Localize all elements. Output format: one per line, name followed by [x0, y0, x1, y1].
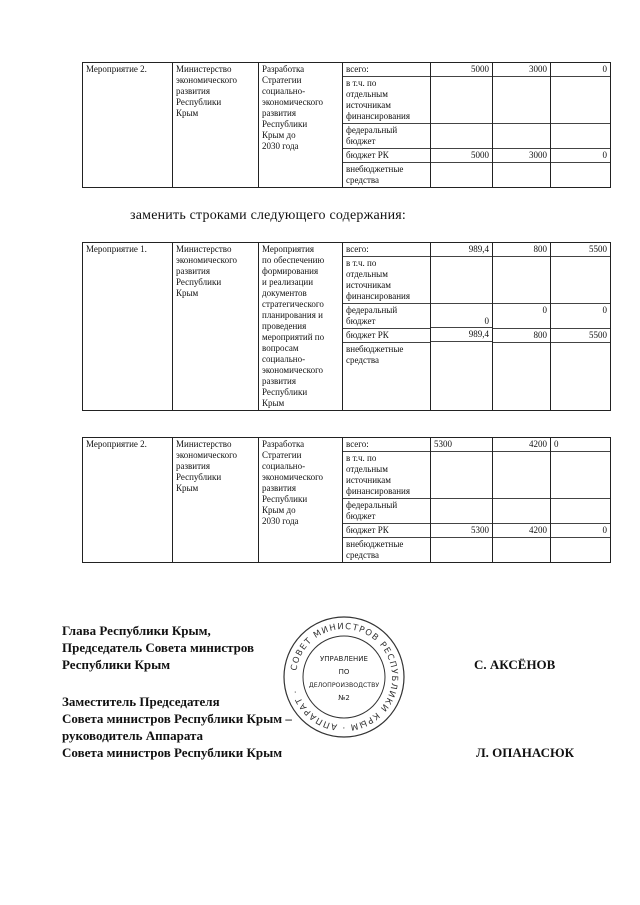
- description-line: Республики: [262, 494, 308, 504]
- executor-line: Республики: [176, 472, 222, 482]
- source-incl: [343, 77, 430, 124]
- description-line: и реализации: [262, 277, 314, 287]
- executor-line: развития: [176, 461, 211, 471]
- source-line: в т.ч. по: [346, 258, 377, 268]
- source-line: в т.ч. по: [346, 453, 377, 463]
- stamp-line: №2: [338, 694, 350, 702]
- value-rk: 3000: [493, 149, 550, 163]
- value-rk: 4200: [493, 524, 550, 538]
- table-row: [83, 243, 611, 411]
- value-total: 3000: [493, 63, 550, 77]
- executor-line: развития: [176, 86, 211, 96]
- description-line: Крым до: [262, 130, 296, 140]
- source-line: бюджет РК: [346, 525, 389, 535]
- value-col-3: [551, 63, 611, 188]
- source-extra: [343, 538, 430, 562]
- description-line: развития: [262, 483, 297, 493]
- value-federal: [431, 124, 492, 149]
- source-line: отдельным: [346, 464, 388, 474]
- value-blank: [551, 257, 610, 304]
- description-line: планирования и: [262, 310, 323, 320]
- source-line: федеральный: [346, 305, 398, 315]
- event-cell: [83, 438, 173, 563]
- value-blank: [493, 452, 550, 499]
- source-total: [343, 63, 430, 77]
- executor-line: экономического: [176, 450, 238, 460]
- description-line: Крым: [262, 398, 285, 408]
- description-line: мероприятий по: [262, 332, 325, 342]
- description-line: 2030 года: [262, 141, 299, 151]
- value-total: 989,4: [431, 243, 492, 257]
- source-line: бюджет РК: [346, 330, 389, 340]
- funding-table-replacement: [82, 242, 611, 411]
- value-federal: 0: [493, 304, 550, 329]
- source-line: источникам: [346, 475, 391, 485]
- source-line: внебюджетные: [346, 164, 404, 174]
- value-col-1: [431, 243, 493, 411]
- value-blank: [431, 342, 492, 366]
- source-line: бюджет РК: [346, 150, 389, 160]
- executor-line: экономического: [176, 75, 238, 85]
- sources-cell: [343, 438, 431, 563]
- description-line: экономического: [262, 365, 324, 375]
- value-federal: 0: [431, 304, 492, 328]
- description-line: 2030 года: [262, 516, 299, 526]
- value-total: 4200: [493, 438, 550, 452]
- description-line: развития: [262, 108, 297, 118]
- value-blank: [493, 257, 550, 304]
- value-total: 5000: [431, 63, 492, 77]
- description-line: Разработка: [262, 439, 305, 449]
- executor-line: Крым: [176, 288, 199, 298]
- deputy-name: Л. ОПАНАСЮК: [476, 745, 575, 760]
- value-rk: 0: [551, 149, 610, 163]
- signature-line: Республики Крым: [62, 657, 171, 672]
- source-line: отдельным: [346, 89, 388, 99]
- signature-line: Заместитель Председателя: [62, 694, 220, 709]
- value-blank: [431, 452, 492, 499]
- source-federal: [343, 304, 430, 329]
- source-line: всего:: [346, 64, 369, 74]
- value-total: 800: [493, 243, 550, 257]
- source-extra: [343, 163, 430, 187]
- description-line: развития: [262, 376, 297, 386]
- description-line: экономического: [262, 97, 324, 107]
- executor-cell: [173, 63, 259, 188]
- value-col-2: [493, 438, 551, 563]
- value-rk: 5300: [431, 524, 492, 538]
- value-federal: [493, 499, 550, 524]
- executor-line: Министерство: [176, 439, 232, 449]
- description-line: Мероприятия: [262, 244, 315, 254]
- event-label: Мероприятие 2.: [86, 439, 147, 449]
- head-signature-block: [62, 622, 254, 673]
- source-line: средства: [346, 550, 380, 560]
- executor-cell: [173, 243, 259, 411]
- description-line: по обеспечению: [262, 255, 325, 265]
- description-line: проведения: [262, 321, 307, 331]
- signature-line: Совета министров Республики Крым: [62, 745, 283, 760]
- signature-line: руководитель Аппарата: [62, 728, 204, 743]
- stamp-line: УПРАВЛЕНИЕ: [320, 655, 368, 663]
- source-line: всего:: [346, 244, 369, 254]
- value-total: 0: [551, 438, 610, 452]
- source-line: финансирования: [346, 111, 410, 121]
- source-line: федеральный: [346, 500, 398, 510]
- description-line: стратегического: [262, 299, 324, 309]
- source-line: источникам: [346, 100, 391, 110]
- source-rk: [343, 524, 430, 538]
- executor-line: Министерство: [176, 64, 232, 74]
- value-rk: 5000: [431, 149, 492, 163]
- value-federal: [493, 124, 550, 149]
- value-total: 0: [551, 63, 610, 77]
- description-line: социально-: [262, 461, 306, 471]
- source-rk: [343, 329, 430, 343]
- source-line: источникам: [346, 280, 391, 290]
- table-row: [83, 63, 611, 188]
- value-blank: [431, 163, 492, 187]
- sources-cell: [343, 243, 431, 411]
- source-line: федеральный: [346, 125, 398, 135]
- signature-line: Совета министров Республики Крым –: [62, 711, 292, 726]
- value-blank: [431, 538, 492, 562]
- description-line: Стратегии: [262, 450, 302, 460]
- description-line: формирования: [262, 266, 319, 276]
- event-label: Мероприятие 1.: [86, 244, 147, 254]
- value-blank: [551, 163, 610, 187]
- executor-line: Министерство: [176, 244, 232, 254]
- executor-cell: [173, 438, 259, 563]
- description-cell: [259, 243, 343, 411]
- stamp-ring-text: СОВЕТ МИНИСТРОВ РЕСПУБЛИКИ КРЫМ · АППАРАТ ·: [289, 621, 400, 733]
- deputy-signature-block: [62, 693, 292, 761]
- executor-line: Крым: [176, 483, 199, 493]
- stamp-line: ПО: [338, 668, 350, 676]
- description-cell: [259, 438, 343, 563]
- table-row: [83, 438, 611, 563]
- source-line: всего:: [346, 439, 369, 449]
- executor-line: экономического: [176, 255, 238, 265]
- source-total: [343, 243, 430, 257]
- source-line: внебюджетные: [346, 344, 404, 354]
- description-line: социально-: [262, 86, 306, 96]
- value-total: 5500: [551, 243, 610, 257]
- source-line: внебюджетные: [346, 539, 404, 549]
- value-federal: [431, 499, 492, 524]
- value-col-1: [431, 438, 493, 563]
- source-line: финансирования: [346, 486, 410, 496]
- source-line: бюджет: [346, 136, 376, 146]
- description-line: Стратегии: [262, 75, 302, 85]
- value-blank: [551, 77, 610, 124]
- event-cell: [83, 243, 173, 411]
- description-line: Республики: [262, 387, 308, 397]
- description-line: социально-: [262, 354, 306, 364]
- value-blank: [431, 257, 492, 304]
- value-total: 5300: [431, 438, 492, 452]
- value-blank: [493, 77, 550, 124]
- value-col-3: [551, 243, 611, 411]
- funding-table-replacement-2: [82, 437, 611, 563]
- value-blank: [493, 163, 550, 187]
- replacement-heading: заменить строками следующего содержания:: [130, 208, 407, 223]
- stamp-line: ДЕЛОПРОИЗВОДСТВУ: [308, 682, 380, 689]
- executor-line: Республики: [176, 97, 222, 107]
- value-blank: [551, 452, 610, 499]
- value-col-2: [493, 63, 551, 188]
- value-col-2: [493, 243, 551, 411]
- source-line: финансирования: [346, 291, 410, 301]
- sources-cell: [343, 63, 431, 188]
- head-name: С. АКСЁНОВ: [474, 657, 556, 672]
- value-col-1: [431, 63, 493, 188]
- source-line: средства: [346, 175, 380, 185]
- value-blank: [551, 538, 610, 562]
- value-blank: [493, 343, 550, 367]
- executor-line: Республики: [176, 277, 222, 287]
- description-line: Крым до: [262, 505, 296, 515]
- signature-line: Председатель Совета министров: [62, 640, 255, 655]
- description-cell: [259, 63, 343, 188]
- official-stamp: [282, 615, 406, 739]
- value-rk: 800: [493, 329, 550, 343]
- executor-line: развития: [176, 266, 211, 276]
- source-federal: [343, 499, 430, 524]
- value-blank: [493, 538, 550, 562]
- description-line: экономического: [262, 472, 324, 482]
- source-rk: [343, 149, 430, 163]
- value-blank: [551, 343, 610, 367]
- value-rk: 989,4: [431, 328, 492, 342]
- event-label: Мероприятие 2.: [86, 64, 147, 74]
- source-incl: [343, 257, 430, 304]
- executor-line: Крым: [176, 108, 199, 118]
- event-cell: [83, 63, 173, 188]
- funding-table-original: [82, 62, 611, 188]
- source-incl: [343, 452, 430, 499]
- description-line: Разработка: [262, 64, 305, 74]
- source-line: отдельным: [346, 269, 388, 279]
- value-federal: [551, 124, 610, 149]
- source-line: бюджет: [346, 511, 376, 521]
- source-line: в т.ч. по: [346, 78, 377, 88]
- value-rk: 5500: [551, 329, 610, 343]
- source-line: средства: [346, 355, 380, 365]
- value-rk: 0: [551, 524, 610, 538]
- signature-line: Глава Республики Крым,: [62, 623, 211, 638]
- source-federal: [343, 124, 430, 149]
- value-blank: [431, 77, 492, 124]
- value-federal: 0: [551, 304, 610, 329]
- description-line: документов: [262, 288, 307, 298]
- source-extra: [343, 343, 430, 367]
- source-total: [343, 438, 430, 452]
- description-line: вопросам: [262, 343, 299, 353]
- value-col-3: [551, 438, 611, 563]
- source-line: бюджет: [346, 316, 376, 326]
- value-federal: [551, 499, 610, 524]
- description-line: Республики: [262, 119, 308, 129]
